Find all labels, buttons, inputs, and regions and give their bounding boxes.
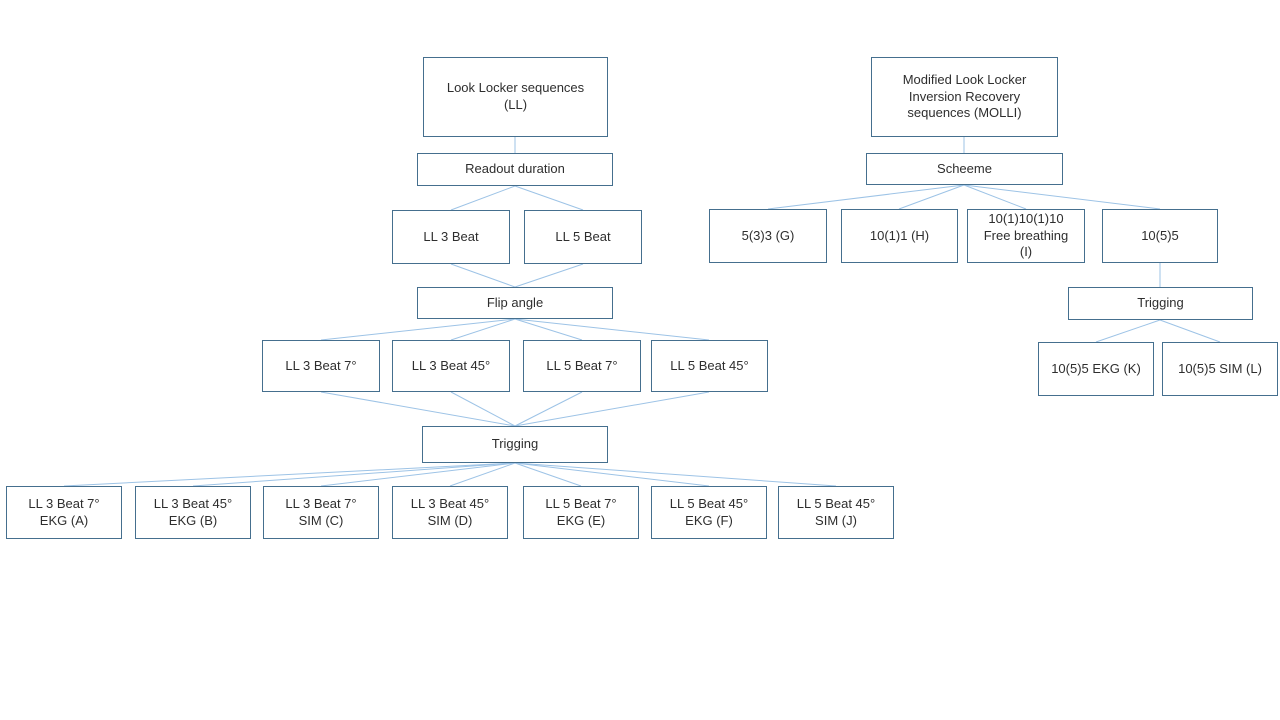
node-label: Trigging — [1137, 295, 1184, 311]
node-label: LL 5 Beat 7° — [546, 357, 618, 373]
node-ll-5-beat — [524, 210, 642, 264]
node-label: LL 3 Beat — [423, 228, 479, 244]
node-ll-3-beat — [392, 210, 510, 264]
node-label: LL 3 Beat 7° — [285, 495, 357, 511]
node-readout-duration — [417, 153, 613, 186]
node-label: 10(1)1 (H) — [869, 227, 930, 243]
node-label: SIM (J) — [815, 512, 857, 528]
node-label: LL 3 Beat 45° — [411, 357, 491, 373]
connector-line — [515, 186, 583, 210]
node-label: LL 3 Beat 45° — [153, 495, 233, 511]
node-label: 10(5)5 SIM (L) — [1178, 360, 1262, 376]
node-leaf-c — [263, 486, 379, 539]
node-leaf-e — [523, 486, 639, 539]
node-leaf-a — [6, 486, 122, 539]
node-label: sequences (MOLLI) — [907, 105, 1022, 121]
node-label: Readout duration — [465, 161, 565, 177]
node-ll-5-beat-7 — [523, 340, 641, 392]
node-label: LL 5 Beat 45° — [669, 495, 749, 511]
connector-line — [451, 264, 515, 287]
node-label: SIM (C) — [298, 512, 344, 528]
connector-line — [64, 463, 515, 486]
node-leaf-k — [1038, 342, 1154, 396]
node-leaf-j — [778, 486, 894, 539]
connector-line — [1096, 320, 1160, 342]
node-label: Scheeme — [937, 160, 992, 176]
node-label: Free breathing — [983, 227, 1069, 243]
connector-line — [1160, 320, 1220, 342]
connector-line — [515, 463, 836, 486]
connector-line — [964, 185, 1160, 209]
node-free-breathing-i — [967, 209, 1085, 263]
node-label: LL 5 Beat — [555, 228, 611, 244]
node-flip-angle — [417, 287, 613, 319]
node-label: Modified Look Locker — [902, 72, 1027, 88]
node-1055 — [1102, 209, 1218, 263]
node-label: Trigging — [491, 436, 539, 452]
node-label: LL 3 Beat 7° — [28, 495, 100, 511]
node-ll-3-beat-45 — [392, 340, 510, 392]
connector-line — [515, 392, 582, 426]
node-label: LL 5 Beat 45° — [670, 357, 749, 373]
node-label: Look Locker sequences — [446, 80, 585, 96]
connector-line — [321, 392, 515, 426]
connector-line — [768, 185, 964, 209]
node-look-locker-root — [423, 57, 608, 137]
node-label: 10(5)5 — [1141, 227, 1179, 243]
node-label: Inversion Recovery — [908, 88, 1021, 104]
connector-line — [515, 319, 709, 340]
node-ll-3-beat-7 — [262, 340, 380, 392]
connector-line — [515, 392, 709, 426]
node-molli-root — [871, 57, 1058, 137]
node-1011-h — [841, 209, 958, 263]
node-label: 10(1)10(1)10 — [988, 211, 1064, 227]
node-label: LL 3 Beat 45° — [410, 495, 490, 511]
node-label: EKG (F) — [685, 512, 733, 528]
node-label: 5(3)3 (G) — [741, 227, 795, 243]
connector-line — [321, 319, 515, 340]
node-label: EKG (B) — [168, 512, 218, 528]
node-label: LL 3 Beat 7° — [285, 357, 357, 373]
node-label: (LL) — [503, 97, 528, 112]
node-label: LL 5 Beat 7° — [545, 495, 617, 511]
node-533-g — [709, 209, 827, 263]
node-label: SIM (D) — [427, 512, 473, 528]
connector-line — [451, 392, 515, 426]
node-ll-5-beat-45 — [651, 340, 768, 392]
node-trigging-left — [422, 426, 608, 463]
node-leaf-d — [392, 486, 508, 539]
node-label: LL 5 Beat 45° — [796, 495, 876, 511]
connector-line — [515, 264, 583, 287]
node-label: (I) — [1019, 244, 1033, 260]
connector-line — [451, 186, 515, 210]
node-leaf-l — [1162, 342, 1278, 396]
node-trigging-right — [1068, 287, 1253, 320]
node-scheeme — [866, 153, 1063, 185]
node-leaf-b — [135, 486, 251, 539]
node-leaf-f — [651, 486, 767, 539]
node-label: Flip angle — [486, 294, 544, 310]
node-label: 10(5)5 EKG (K) — [1051, 360, 1141, 376]
node-label: EKG (E) — [556, 512, 606, 528]
node-label: EKG (A) — [39, 512, 89, 528]
